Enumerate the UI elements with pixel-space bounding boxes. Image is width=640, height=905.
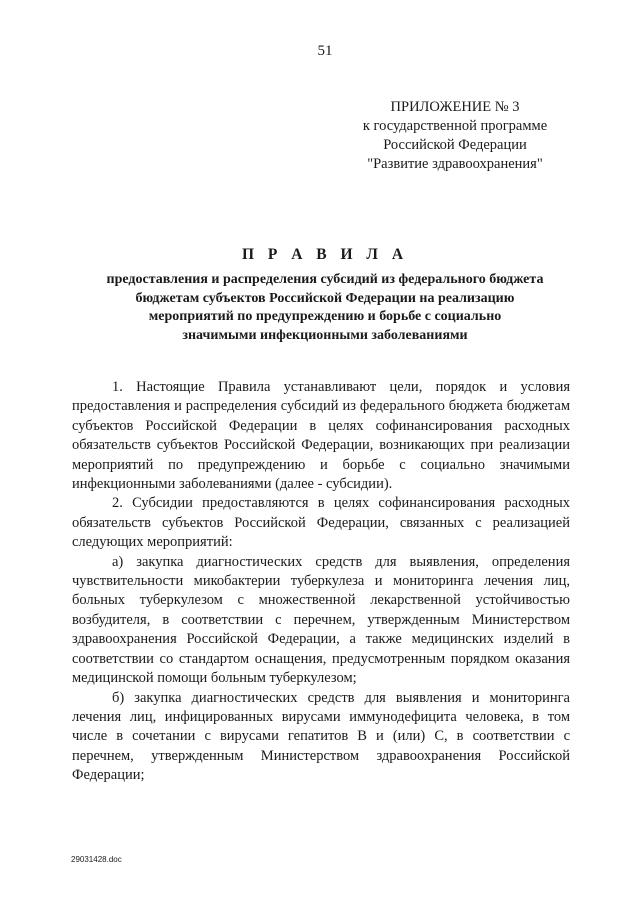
page-number: 51 (317, 43, 333, 59)
paragraph-2: 2. Субсидии предоставляются в целях софинансирования расходных обязательств субъектов Российской Федерации, связанных с реализацией следующих мероприятий: (72, 495, 570, 551)
subtitle-line: значимыми инфекционными заболеваниями (182, 327, 468, 343)
subtitle-line: бюджетам субъектов Российской Федерации на реализацию (135, 290, 515, 306)
rules-subtitle (95, 271, 555, 345)
footer-file-code: 29031428.doc (71, 855, 122, 864)
paragraph-2b: б) закупка диагностических средств для выявления и мониторинга лечения лиц, инфицированных вирусами иммунодефицита человека, в том числе в сочетании с вирусами гепатитов В и (или) С, в соответствии с перечнем, утвержденным Министерством здравоохранения Российской Федерации; (72, 689, 570, 784)
paragraph-2a: а) закупка диагностических средств для выявления, определения чувствительности микобактерии туберкулеза и мониторинга лечения лиц, больных туберкулезом с множественной лекарственной устойчивостью возбудителя, в соответствии с перечнем, утвержденным Министерством здравоохранения Российской Федерации, а также медицинских изделий в соответствии со стандартом оснащения, предусмотренным порядком оказания медицинской помощи больным туберкулезом; (72, 553, 570, 687)
subtitle-line: мероприятий по предупреждению и борьбе с социально (148, 309, 502, 324)
appendix-block (340, 98, 570, 174)
subtitle-line: предоставления и распределения субсидий из федерального бюджета (106, 272, 544, 287)
rules-title: П Р А В И Л А (241, 246, 409, 263)
document-body (72, 378, 570, 786)
appendix-line: Российской Федерации (383, 137, 527, 153)
appendix-line: "Развитие здравоохранения" (367, 156, 543, 172)
paragraph-1: 1. Настоящие Правила устанавливают цели, порядок и условия предоставления и распределения субсидий из федерального бюджета бюджетам субъектов Российской Федерации в целях софинансирования расходных обязательств субъектов Российской Федерации, возникающих при реализации мероприятий по предупреждению и борьбе с социально значимыми инфекционными заболеваниями (далее - субсидии). (72, 379, 570, 493)
appendix-line: к государственной программе (362, 118, 548, 134)
appendix-heading: ПРИЛОЖЕНИЕ № 3 (390, 99, 520, 115)
